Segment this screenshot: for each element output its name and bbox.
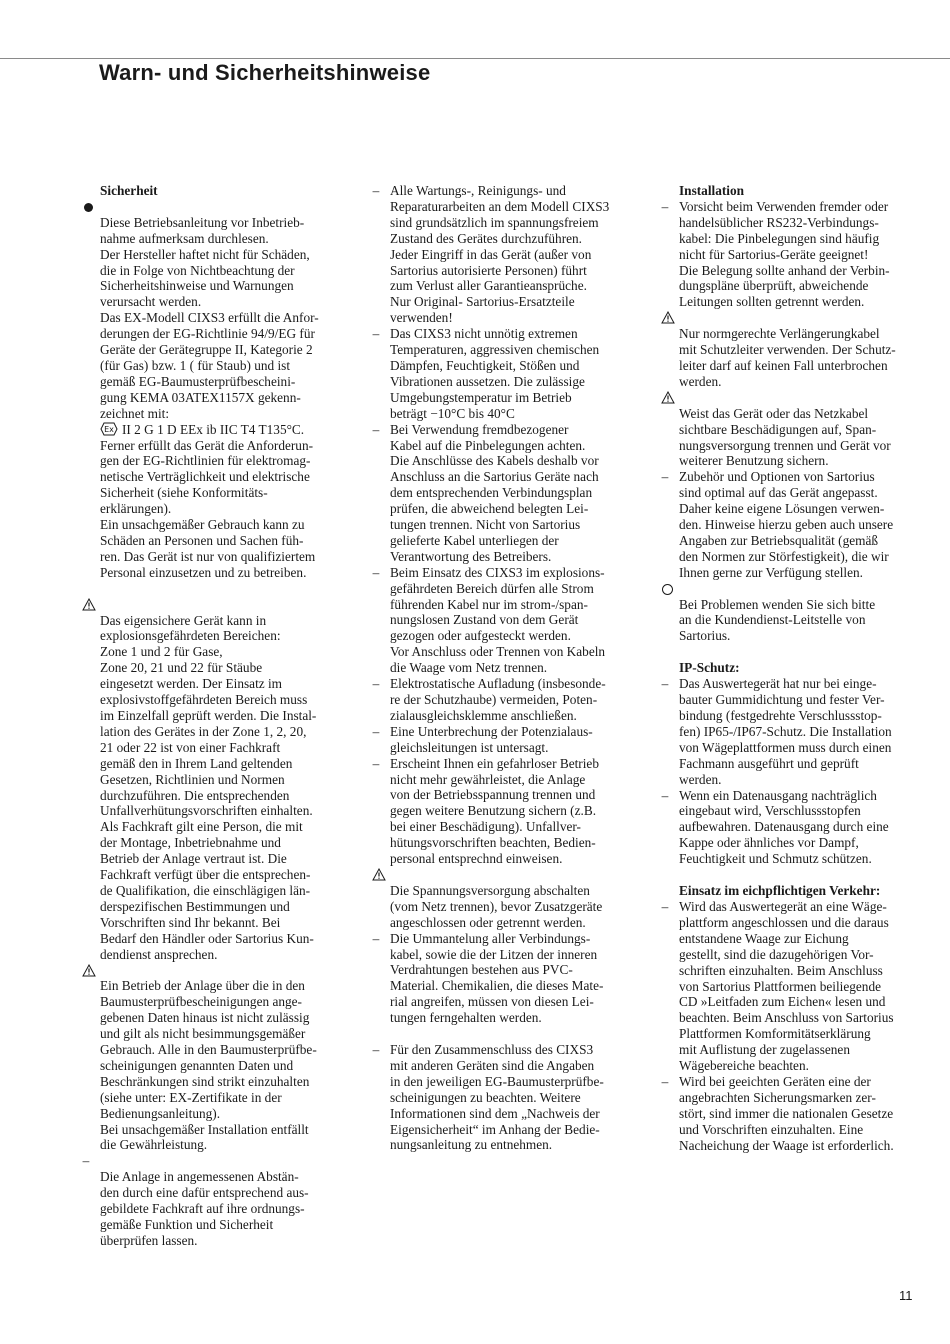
dash-item: – Das CIXS3 nicht unnötig extremen Temperaturen, aggressiven chemischen Dämpfen, Feuchtigkeit, Stößen und Vibrationen aussetzen. Die zulässige Umgebungstemperatur im Betrieb beträgt −10°C bis 40°C <box>390 326 628 421</box>
warning-icon <box>82 598 96 611</box>
page-number: 11 <box>899 1288 913 1303</box>
dash-marker: – <box>372 755 380 771</box>
paragraph: Ferner erfüllt das Gerät die Anforderun- gen der EG-Richtlinien für elektromag- netische Verträglichkeit und elektrische Sicherheit (siehe Konformitäts- erklärungen). Ein unsachgemäßer Gebrauch kann zu Schäden an Personen und Sachen füh- ren. Das Gerät ist nur von qualifiziertem Personal einzusetzen und zu betreiben. <box>100 437 316 580</box>
dash-item: – Wird bei geeichten Geräten eine der angebrachten Sicherungsmarken zer- stört, sind immer die nationalen Gesetze und Vorschriften einzuhalten. Eine Nacheichung der Waage ist erforderlich. <box>679 1074 917 1154</box>
warning-icon <box>372 868 386 881</box>
column-3 <box>661 183 917 1153</box>
section-heading-installation: Installation <box>679 183 745 198</box>
dash-marker: – <box>372 1042 380 1058</box>
section-heading-eichpflicht: Einsatz im eichpflichtigen Verkehr: <box>679 883 881 899</box>
dash-marker: – <box>372 564 380 580</box>
dash-item: – Elektrostatische Aufladung (insbesonde- re der Schutzhaube) vermeiden, Poten- zialausgleichsklemme anschließen. <box>390 676 628 724</box>
dash-item: – Das Auswertegerät hat nur bei einge- bauter Gummidichtung und fester Ver- bindung (festgedrehte Verschlussstop- fen) IP65-/IP67-Schutz. Die Installation von Wägeplattformen muss durch einen Fachmann ausgeführt und geprüft werden. <box>679 676 917 787</box>
dash-item: – Die Ummantelung aller Verbindungs- kabel, sowie die der Litzen der inneren Verdrahtungen bestehen aus PVC- Material. Chemikalien, die dieses Mate- rial angreifen, müssen von diesen Lei- tungen ferngehalten werden. <box>390 931 628 1026</box>
dash-marker: – <box>661 469 669 485</box>
info-circle-icon <box>662 584 673 595</box>
svg-text:Ex: Ex <box>104 424 114 434</box>
bullet-icon <box>84 203 93 212</box>
dash-item: – Bei Verwendung fremdbezogener Kabel auf die Pinbelegungen achten. Die Anschlüsse des Kabels deshalb vor Anschluss an die Sartorius Geräte nach dem entsprechenden Verbindungsplan prüfen, die abweichend belegten Lei- tungen trennen. Nicht von Sartorius gelieferte Kabel unterliegen der Verantwortung des Betreibers. <box>390 422 628 565</box>
dash-marker: – <box>661 676 669 692</box>
section-heading-sicherheit: Sicherheit <box>100 183 158 198</box>
warning-paragraph: Weist das Gerät oder das Netzkabel sichtbare Beschädigungen auf, Span- nungsversorgung trennen und Gerät vor weiterer Benutzung sichern. <box>679 390 917 470</box>
dash-item: – Alle Wartungs-, Reinigungs- und Reparaturarbeiten an dem Modell CIXS3 sind grundsätzlich im spannungsfreiem Zustand des Gerätes durchzuführen. Jeder Eingriff in das Gerät (außer von Sartorius autorisierte Personen) führt zum Verlust aller Garantieansprüche. Nur Original- Sartorius-Ersatzteile verwenden! <box>390 183 628 326</box>
dash-item: – Wenn ein Datenausgang nachträglich eingebaut wird, Verschlussstopfen aufbewahren. Datenausgang durch eine Kappe oder ähnliches vor Dampf, Feuchtigkeit und Schmutz schützen. <box>679 788 917 868</box>
column-1 <box>82 183 336 1249</box>
dash-item: – Erscheint Ihnen ein gefahrloser Betrieb nicht mehr gewährleistet, die Anlage von der Betriebsspannung trennen und gegen weitere Benutzung sichern (z.B. bei einer Beschädigung). Unfallver- hütungsvorschriften beachten, Bedien- personal entsprechnd einweisen. <box>390 756 628 867</box>
warning-paragraph: Die Spannungsversorgung abschalten (vom Netz trennen), bevor Zusatzgeräte angeschlossen oder getrennt werden. <box>390 867 628 931</box>
ex-icon <box>100 422 118 436</box>
ex-marking: Ex II 2 G 1 D EEx ib IIC T4 T135°C. <box>100 422 336 438</box>
page-title: Warn- und Sicherheitshinweise <box>99 60 431 85</box>
dash-marker: – <box>372 183 380 198</box>
paragraph: Diese Betriebsanleitung vor Inbetrieb- nahme aufmerksam durchlesen. Der Hersteller haftet nicht für Schäden, die in Folge von Nichtbeachtung der Sicherheitshinweise und Warnungen verursacht werden. Das EX-Modell CIXS3 erfüllt die Anfor- derungen der EG-Richtlinie 94/9/EG für Geräte der Gerätegruppe II, Kategorie 2 (für Gas) bzw. 1 ( für Staub) und ist gemäß EG-Baumusterprüfbescheini- gung KEMA 03ATEX1157X gekenn- zeichnet mit: <box>100 199 336 422</box>
dash-item: – Eine Unterbrechung der Potenzialaus- gleichsleitungen ist untersagt. <box>390 724 628 756</box>
dash-marker: – <box>82 1153 90 1169</box>
dash-item: – Für den Zusammenschluss des CIXS3 mit anderen Geräten sind die Angaben in den jeweiligen EG-Baumusterprüfbe- scheinigungen zu beachten. Weitere Informationen sind dem „Nachweis der Eigensicherheit“ im Anhang der Bedie- nungsanleitung zu entnehmen. <box>390 1042 628 1153</box>
warning-icon <box>661 391 675 404</box>
dash-item: – Zubehör und Optionen von Sartorius sind optimal auf das Gerät angepasst. Daher keine eigene Lösungen verwen- den. Hinweise hierzu geben auch unsere Angaben zur Betriebsqualität (gemäß den Normen zur Störfestigkeit), die wir Ihnen gerne zur Verfügung stellen. <box>679 469 917 580</box>
section-heading-ip-schutz: IP-Schutz: <box>679 660 740 676</box>
dash-marker: – <box>372 421 380 437</box>
dash-marker: – <box>661 898 669 914</box>
warning-icon <box>661 311 675 324</box>
dash-marker: – <box>661 1073 669 1089</box>
dash-marker: – <box>661 787 669 803</box>
header-rule <box>0 58 950 59</box>
dash-marker: – <box>372 930 380 946</box>
warning-paragraph: Ein Betrieb der Anlage über die in den Baumusterprüfbescheinigungen ange- gebenen Daten hinaus ist nicht zulässig und gilt als nicht besimmungsgemäßer Gebrauch. Alle in den Baumusterprüfbe- scheinigungen genannten Daten und Beschränkungen sind strikt einzuhalten (siehe unter: EX-Zertifikate in der Bedienungsanleitung). Bei unsachgemäßer Installation entfällt die Gewährleistung. <box>100 963 336 1154</box>
dash-marker: – <box>372 723 380 739</box>
dash-item: – Vorsicht beim Verwenden fremder oder handelsüblicher RS232-Verbindungs- kabel: Die Pinbelegungen sind häufig nicht für Sartorius-Geräte geeignet! Die Belegung sollte anhand der Verbin- dungspläne überprüft, abweichende Leitungen sollten getrennt werden. <box>679 199 917 310</box>
dash-item: – Wird das Auswertegerät an eine Wäge- plattform angeschlossen und die daraus entstandene Waage zur Eichung gestellt, sind die dazugehörigen Vor- schriften einzuhalten. Beim Anschluss von Sartorius Plattformen beiliegende CD »Leitfaden zum Eichen« lesen und beachten. Beim Anschluss von Sartorius Plattformen Komformitätserklärung mit Auflistung der zugelassenen Wägebereiche beachten. <box>679 899 917 1074</box>
dash-marker: – <box>372 326 380 342</box>
dash-item: – Die Anlage in angemessenen Abstän- den durch eine dafür entsprechend aus- gebildete Fachkraft auf ihre ordnungs- gemäße Funktion und Sicherheit überprüfen lassen. <box>100 1153 336 1248</box>
info-paragraph: Bei Problemen wenden Sie sich bitte an die Kundendienst-Leitstelle von Sartorius. <box>679 581 917 645</box>
dash-item: – Beim Einsatz des CIXS3 im explosions- gefährdeten Bereich dürfen alle Strom führenden Kabel nur im strom-/span- nungslosen Zustand von dem Gerät gezogen oder aufgesteckt werden. Vor Anschluss oder Trennen von Kabeln die Waage vom Netz trennen. <box>390 565 628 676</box>
column-2 <box>372 183 628 1153</box>
warning-paragraph: Nur normgerechte Verlängerungkabel mit Schutzleiter verwenden. Der Schutz- leiter darf auf keinen Fall unterbrochen werden. <box>679 310 917 390</box>
warning-paragraph: Das eigensichere Gerät kann in explosionsgefährdeten Bereichen: Zone 1 und 2 für Gase, Zone 20, 21 und 22 für Stäube eingesetzt werden. Der Einsatz im explosivstoffgefährdeten Bereich muss im Einzelfall geprüft werden. Die Instal- lation des Gerätes in der Zone 1, 2, 20, 21 oder 22 ist von einer Fachkraft gemäß den in Ihrem Land geltenden Gesetzen, Richtlinien und Normen durchzuführen. Die entsprechenden Unfallverhütungsvorschriften einhalten. Als Fachkraft gilt eine Person, die mit der Montage, Inbetriebnahme und Betrieb der Anlage vertraut ist. Die Fachkraft verfügt über die entsprechen- de Qualifikation, die einschlägigen län- derspezifischen Bestimmungen und Vorschriften sind Ihr bekannt. Bei Bedarf den Händler oder Sartorius Kun- dendienst ansprechen. <box>100 597 336 963</box>
dash-marker: – <box>661 198 669 214</box>
dash-marker: – <box>372 676 380 692</box>
warning-icon <box>82 964 96 977</box>
